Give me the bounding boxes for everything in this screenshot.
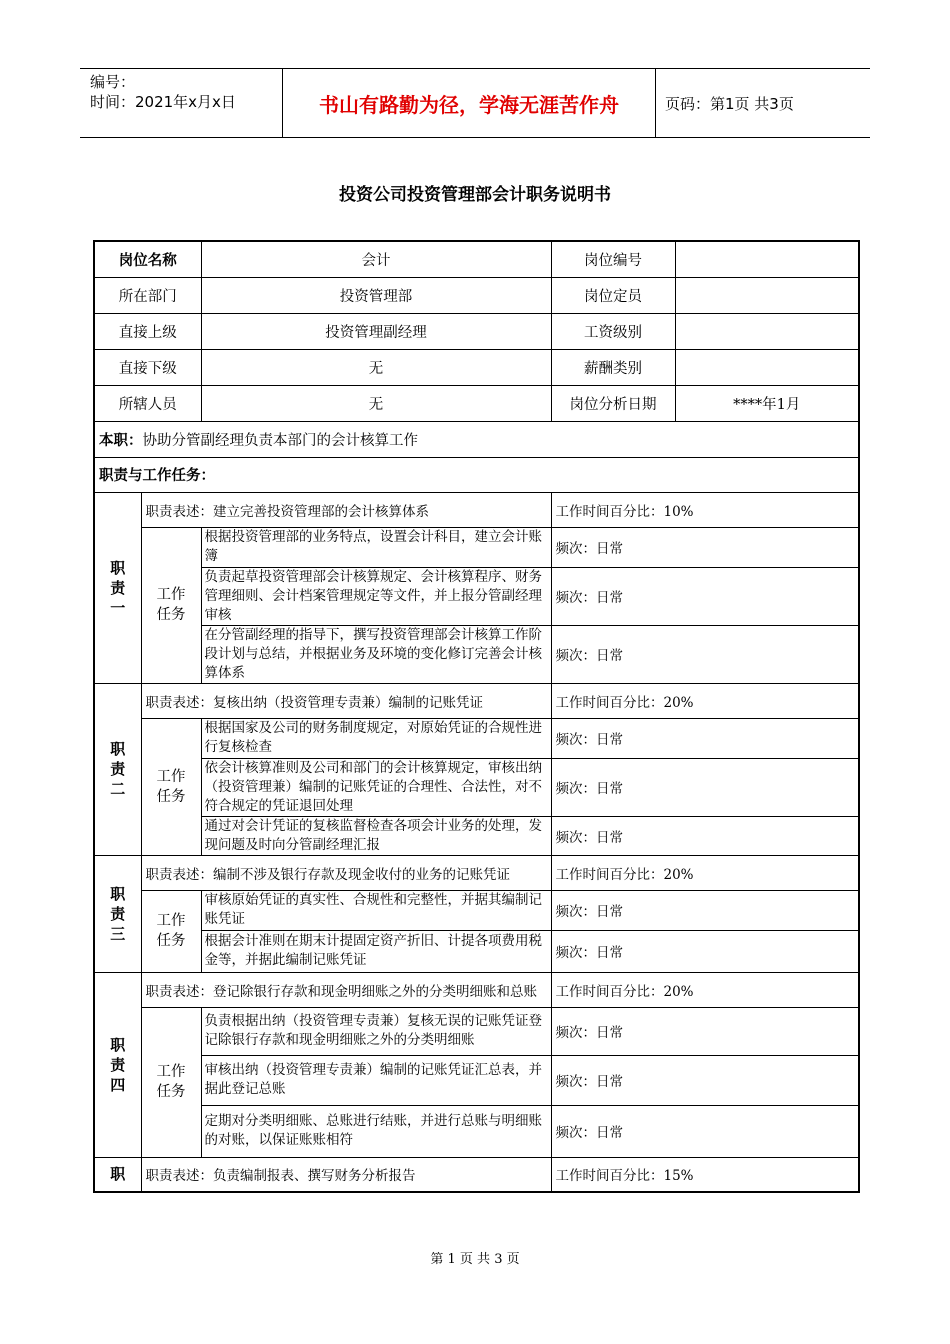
duties-heading: 职责与工作任务：: [94, 457, 859, 492]
duty-desc-row: [94, 972, 859, 1007]
info-value: 投资管理副经理: [201, 313, 551, 349]
task-frequency: 频次：日常: [551, 527, 859, 567]
work-task-label-text: 工作 任务: [156, 1064, 186, 1100]
task-frequency: 频次：日常: [551, 1007, 859, 1055]
duty-label-text: 职 责 二: [110, 740, 126, 798]
info-value: [675, 313, 859, 349]
info-value: [675, 241, 859, 277]
work-task-label: [141, 890, 201, 972]
task-text: 审核出纳（投资管理专责兼）编制的记账凭证汇总表，并据此登记总账: [201, 1055, 551, 1105]
duty-time-percent: 工作时间百分比：10%: [551, 492, 859, 527]
work-task-label: [141, 718, 201, 855]
info-key: 岗位定员: [551, 277, 675, 313]
duty-desc-row: [94, 683, 859, 718]
task-row: [94, 1055, 859, 1105]
task-frequency: 频次：日常: [551, 1105, 859, 1157]
core-duty: [94, 421, 859, 457]
time-label: 时间：2021年x月x日: [90, 93, 236, 111]
duty-desc-row: [94, 1157, 859, 1192]
job-description-table: [93, 240, 860, 1193]
task-row: [94, 625, 859, 683]
core-text: 协助分管副经理负责本部门的会计核算工作: [142, 432, 418, 449]
task-row: [94, 1007, 859, 1055]
task-frequency: 频次：日常: [551, 816, 859, 855]
task-row: [94, 758, 859, 816]
task-frequency: 频次：日常: [551, 567, 859, 625]
page-footer: 第 1 页 共 3 页: [430, 1252, 520, 1267]
work-task-label: [141, 527, 201, 683]
task-text: 通过对会计凭证的复核监督检查各项会计业务的处理，发现问题及时向分管副经理汇报: [201, 816, 551, 855]
info-value: 会计: [201, 241, 551, 277]
duty-desc-row: [94, 492, 859, 527]
duty-label: [94, 855, 141, 972]
task-frequency: 频次：日常: [551, 930, 859, 972]
duty-label: [94, 492, 141, 683]
task-row: [94, 816, 859, 855]
task-frequency: 频次：日常: [551, 625, 859, 683]
info-key: 直接下级: [94, 349, 201, 385]
task-frequency: 频次：日常: [551, 890, 859, 930]
header-motto: 书山有路勤为径，学海无涯苦作舟: [283, 69, 656, 137]
duty-label: [94, 683, 141, 855]
duty-label-text: 职 责 三: [110, 884, 126, 943]
duty-desc-row: [94, 855, 859, 890]
info-row: [94, 277, 859, 313]
info-row: [94, 349, 859, 385]
info-key: 所在部门: [94, 277, 201, 313]
task-text: 根据投资管理部的业务特点，设置会计科目，建立会计账簿: [201, 527, 551, 567]
work-task-label: [141, 1007, 201, 1157]
core-row: [94, 421, 859, 457]
number-label: 编号：: [90, 73, 136, 91]
task-text: 依会计核算准则及公司和部门的会计核算规定，审核出纳（投资管理兼）编制的记账凭证的合理性、合法性，对不符合规定的凭证退回处理: [201, 758, 551, 816]
info-key: 薪酬类别: [551, 349, 675, 385]
info-key: 岗位分析日期: [551, 385, 675, 421]
core-label: 本职：: [99, 432, 143, 449]
task-text: 负责根据出纳（投资管理专责兼）复核无误的记账凭证登记除银行存款和现金明细账之外的分类明细账: [201, 1007, 551, 1055]
work-task-label-text: 工作 任务: [156, 587, 186, 623]
info-row: [94, 313, 859, 349]
duty-time-percent: 工作时间百分比：20%: [551, 683, 859, 718]
task-row: [94, 890, 859, 930]
info-value: 无: [201, 349, 551, 385]
info-key: 岗位编号: [551, 241, 675, 277]
duty-time-percent: 工作时间百分比：15%: [551, 1157, 859, 1192]
task-row: [94, 527, 859, 567]
info-key: 所辖人员: [94, 385, 201, 421]
info-value: 无: [201, 385, 551, 421]
info-row: [94, 385, 859, 421]
duty-label: 职: [94, 1157, 141, 1192]
duty-description: 职责表述：编制不涉及银行存款及现金收付的业务的记账凭证: [141, 855, 551, 890]
task-text: 根据国家及公司的财务制度规定，对原始凭证的合规性进行复核检查: [201, 718, 551, 758]
duty-time-percent: 工作时间百分比：20%: [551, 855, 859, 890]
duty-description: 职责表述：建立完善投资管理部的会计核算体系: [141, 492, 551, 527]
info-row: [94, 241, 859, 277]
duty-label-text: 职 责 一: [110, 558, 126, 617]
info-value: 投资管理部: [201, 277, 551, 313]
duty-description: 职责表述：登记除银行存款和现金明细账之外的分类明细账和总账: [141, 972, 551, 1007]
task-row: [94, 718, 859, 758]
task-text: 根据会计准则在期末计提固定资产折旧、计提各项费用税金等，并据此编制记账凭证: [201, 930, 551, 972]
info-value: [675, 349, 859, 385]
duty-time-percent: 工作时间百分比：20%: [551, 972, 859, 1007]
task-text: 在分管副经理的指导下，撰写投资管理部会计核算工作阶段计划与总结，并根据业务及环境的变化修订完善会计核算体系: [201, 625, 551, 683]
work-task-label-text: 工作 任务: [156, 768, 186, 805]
info-value: [675, 277, 859, 313]
task-row: [94, 1105, 859, 1157]
task-frequency: 频次：日常: [551, 1055, 859, 1105]
duties-heading-row: [94, 457, 859, 492]
task-text: 定期对分类明细账、总账进行结账，并进行总账与明细账的对账，以保证账账相符: [201, 1105, 551, 1157]
info-key: 岗位名称: [94, 241, 201, 277]
task-frequency: 频次：日常: [551, 718, 859, 758]
task-text: 审核原始凭证的真实性、合规性和完整性，并据其编制记账凭证: [201, 890, 551, 930]
duty-description: 职责表述：负责编制报表、撰写财务分析报告: [141, 1157, 551, 1192]
task-row: [94, 930, 859, 972]
duty-description: 职责表述：复核出纳（投资管理专责兼）编制的记账凭证: [141, 683, 551, 718]
work-task-label-text: 工作 任务: [156, 913, 186, 949]
header-meta: [80, 69, 283, 137]
page-header: [80, 68, 870, 138]
task-row: [94, 567, 859, 625]
duty-label-text: 职 责 四: [110, 1035, 126, 1094]
info-key: 工资级别: [551, 313, 675, 349]
task-frequency: 频次：日常: [551, 758, 859, 816]
header-page-info: 页码：第1页 共3页: [665, 94, 794, 113]
info-key: 直接上级: [94, 313, 201, 349]
info-value: ****年1月: [675, 385, 859, 421]
duty-label: [94, 972, 141, 1157]
document-title: 投资公司投资管理部会计职务说明书: [339, 185, 611, 205]
task-text: 负责起草投资管理部会计核算规定、会计核算程序、财务管理细则、会计档案管理规定等文件，并上报分管副经理审核: [201, 567, 551, 625]
